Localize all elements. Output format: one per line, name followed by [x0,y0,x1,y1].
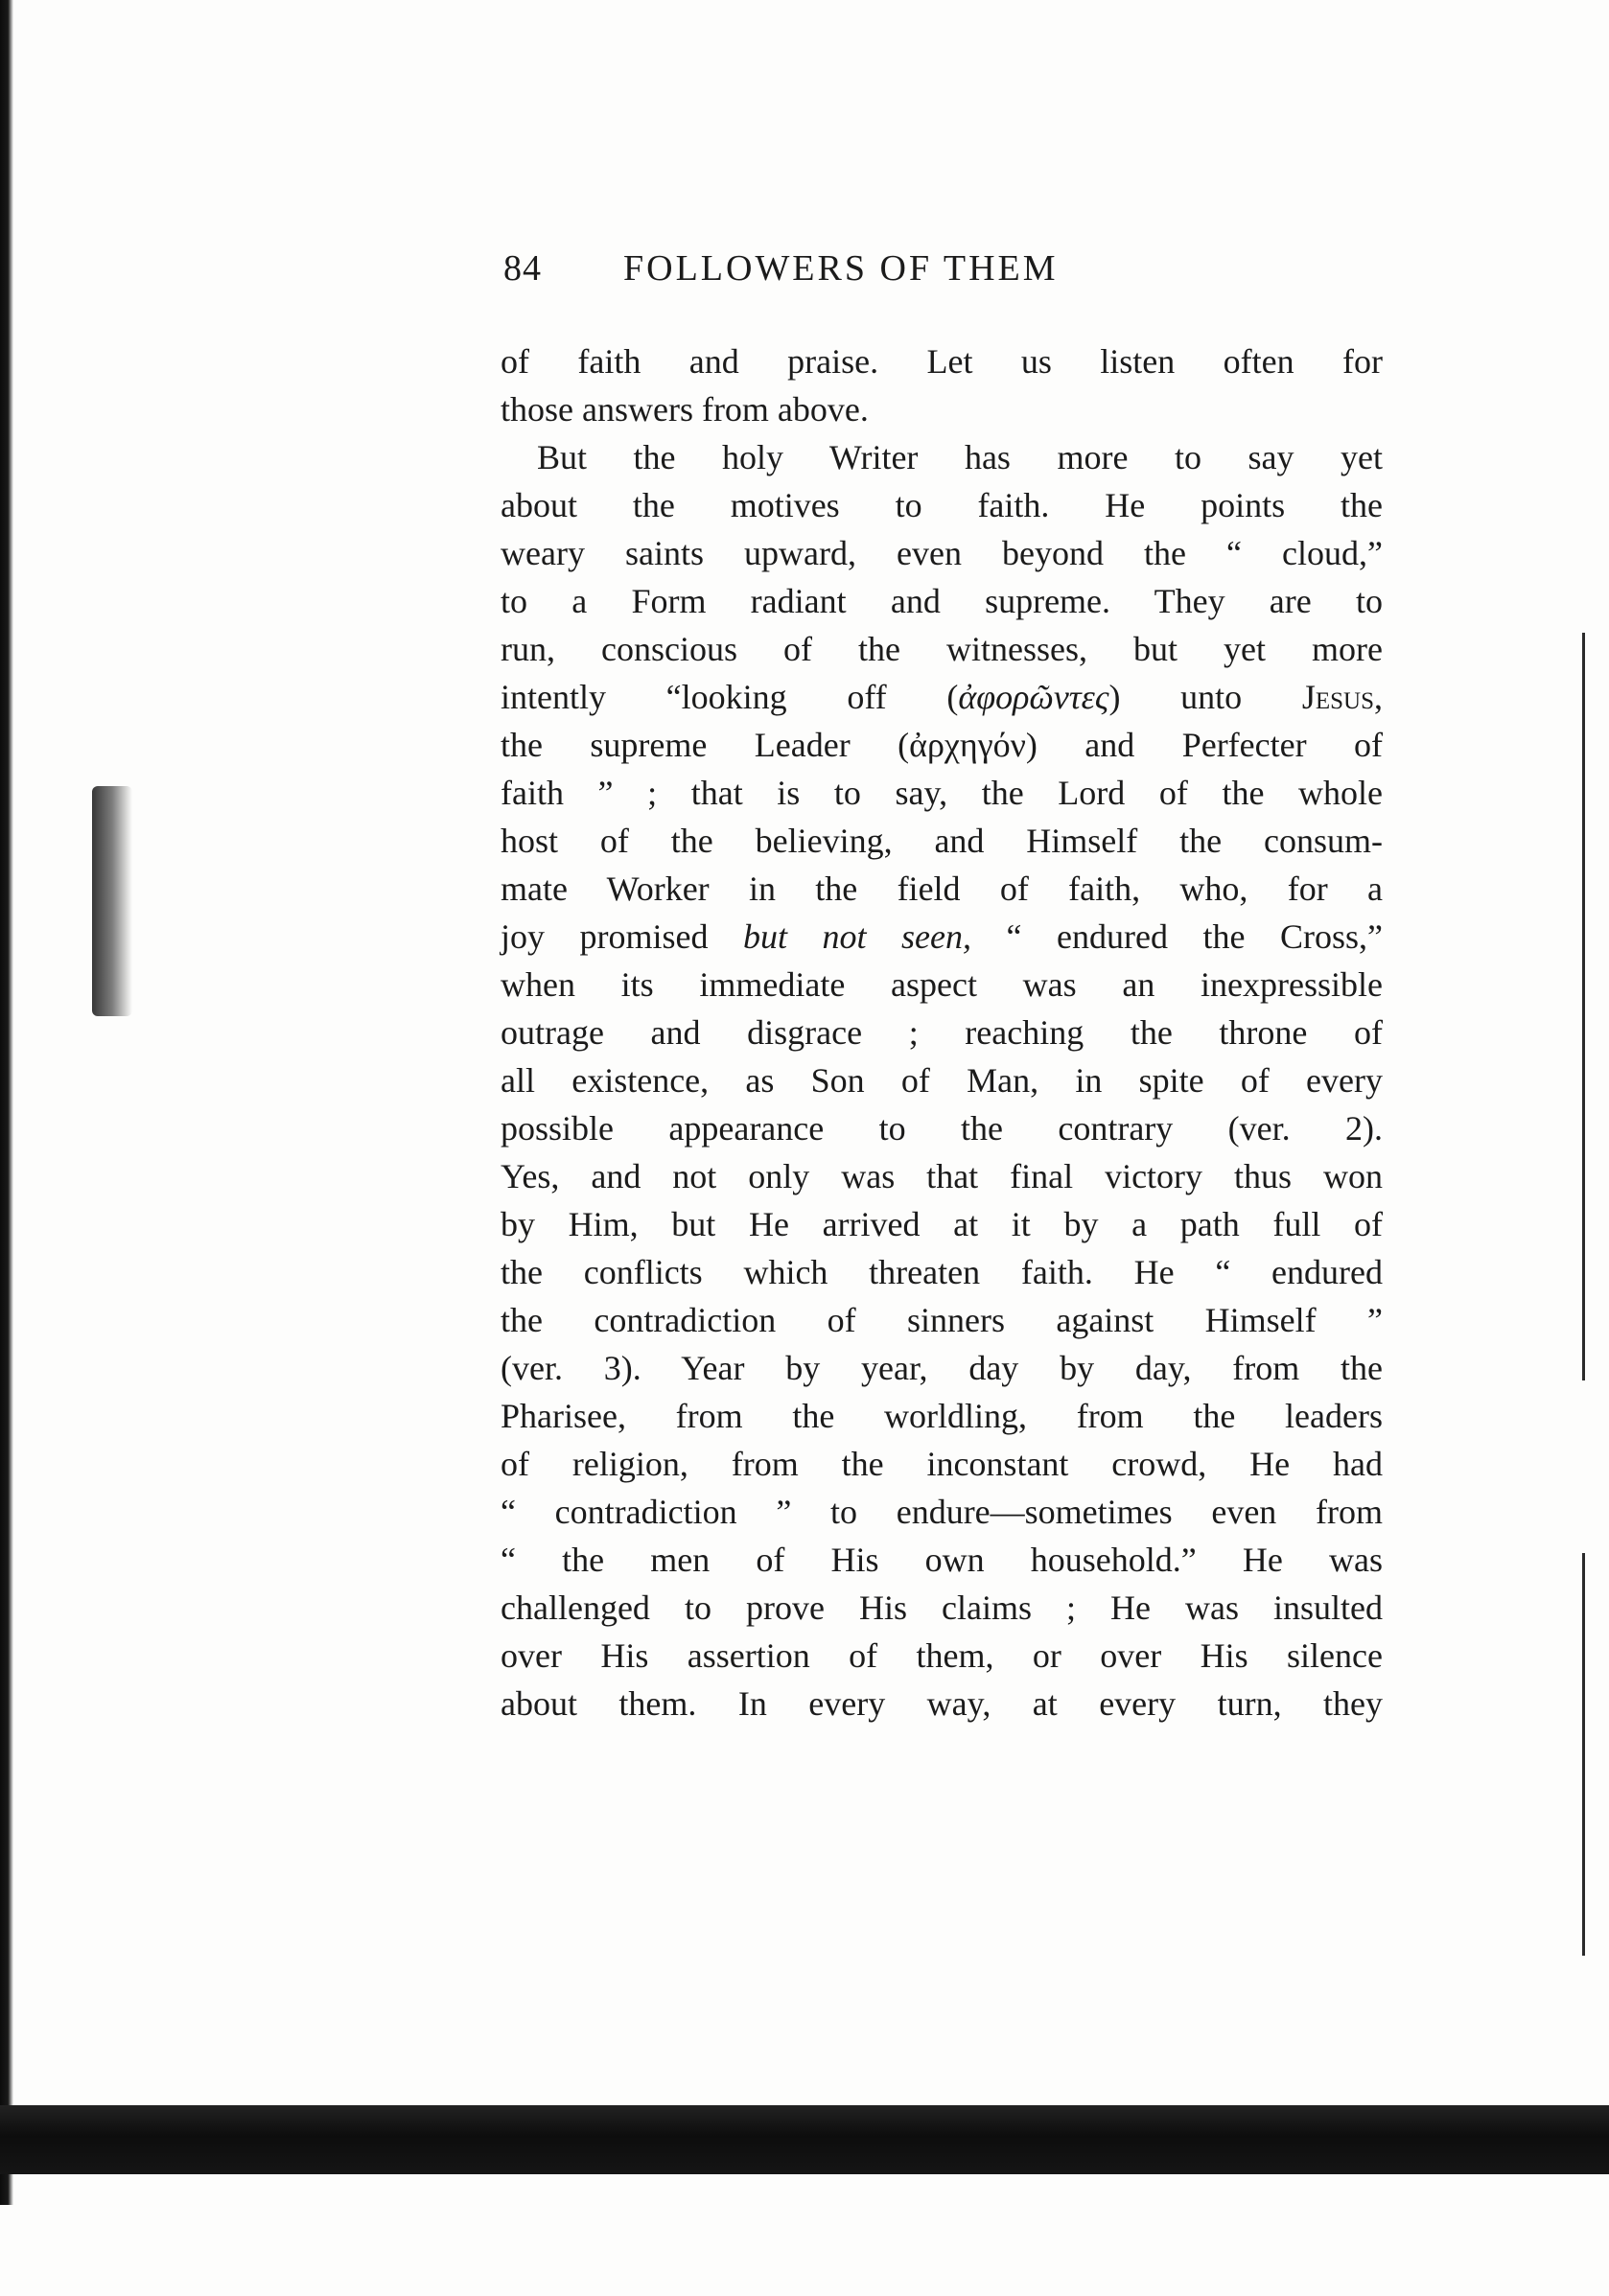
text-line-with-italic [501,913,1383,961]
text-line: “ the men of His own household.” He was [501,1541,1383,1579]
text-line: “ contradiction ” to endure—sometimes even from [501,1493,1383,1531]
text-line: challenged to prove His claims ; He was insulted [501,1589,1383,1627]
text-line-with-greek [501,673,1383,721]
italic-phrase: but not seen, [743,917,972,956]
text-line: of faith and praise. Let us listen often for [501,342,1383,381]
text-line: about them. In every way, at every turn, they [501,1684,1383,1723]
running-head-title: FOLLOWERS OF THEM [623,248,1059,289]
text-segment: intently “looking off ( [501,678,959,716]
text-line: outrage and disgrace ; reaching the throne of [501,1013,1383,1052]
text-line: about the motives to faith. He points the [501,486,1383,524]
text-segment: , [1373,678,1383,716]
text-line: mate Worker in the field of faith, who, for a [501,870,1383,908]
text-line: But the holy Writer has more to say yet [537,438,1383,476]
text-line: the contradiction of sinners against Himself ” [501,1301,1383,1339]
text-line: faith ” ; that is to say, the Lord of the whole [501,774,1383,812]
text-line: the conflicts which threaten faith. He “ endured [501,1253,1383,1291]
running-head [503,240,1223,297]
text-line: run, conscious of the witnesses, but yet more [501,630,1383,668]
text-line: over His assertion of them, or over His silence [501,1636,1383,1675]
text-line: the supreme Leader (ἀρχηγόν) and Perfecter of [501,726,1383,764]
text-line: all existence, as Son of Man, in spite of every [501,1061,1383,1100]
text-line: Yes, and not only was that final victory thus won [501,1157,1383,1195]
text-line: Pharisee, from the worldling, from the leaders [501,1397,1383,1435]
text-line: possible appearance to the contrary (ver. 2). [501,1109,1383,1148]
text-line: to a Form radiant and supreme. They are to [501,582,1383,620]
text-line: those answers from above. [501,390,869,429]
text-line: by Him, but He arrived at it by a path full of [501,1205,1383,1243]
text-line: weary saints upward, even beyond the “ cloud,” [501,534,1383,572]
text-segment: joy promised [501,917,744,956]
text-segment: ) unto [1108,678,1302,716]
text-line: of religion, from the inconstant crowd, He had [501,1445,1383,1483]
text-line: when its immediate aspect was an inexpressible [501,965,1383,1004]
small-caps-name: Jesus [1301,678,1374,716]
greek-word: ἀφορῶντες [958,678,1109,716]
page-number: 84 [503,248,542,289]
body-text [501,337,1383,1728]
text-segment: “ endured the Cross,” [971,917,1383,956]
text-line: host of the believing, and Himself the consum- [501,822,1383,860]
text-line: (ver. 3). Year by year, day by day, from the [501,1349,1383,1387]
